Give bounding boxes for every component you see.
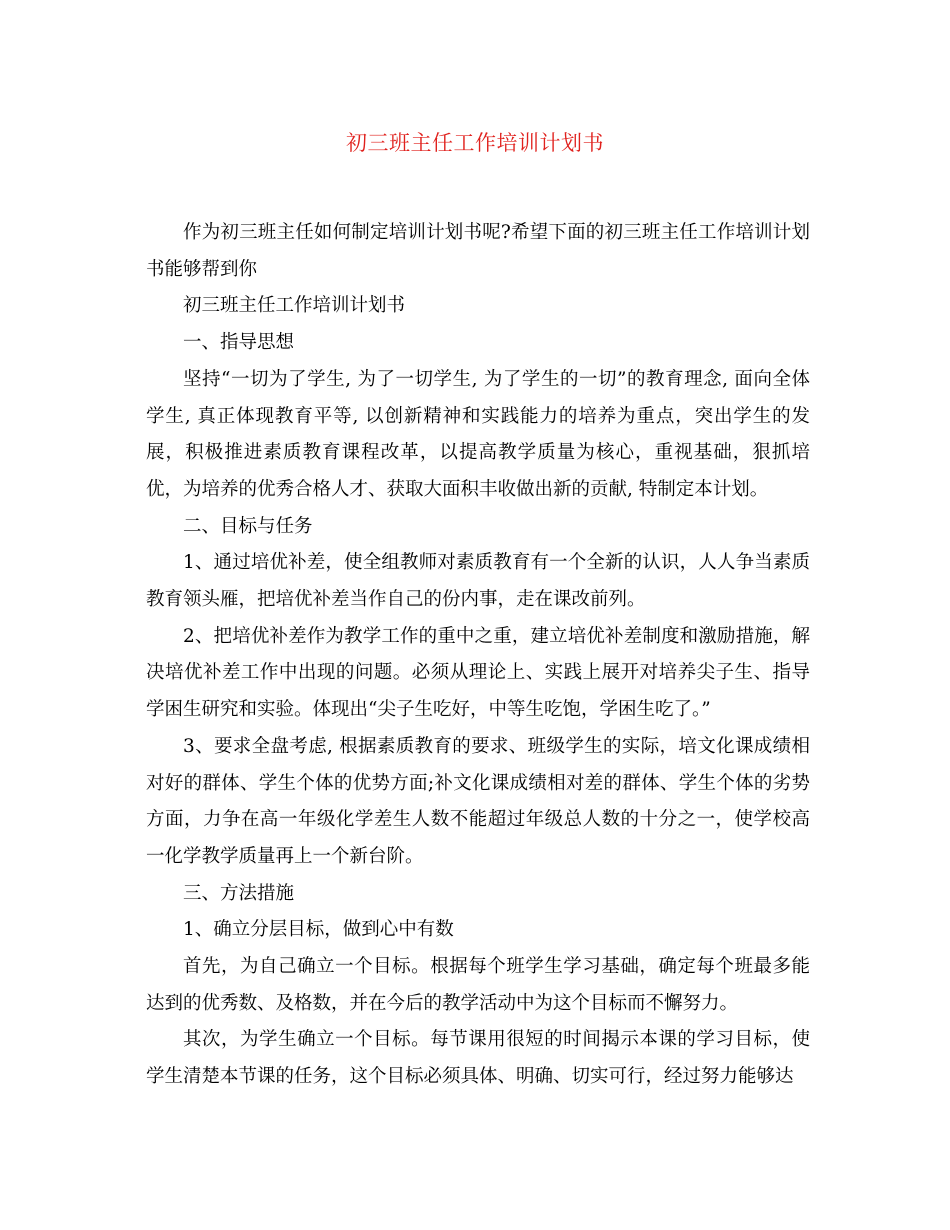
subheading-layered-goals: 1、确立分层目标，做到心中有数 [183, 919, 454, 941]
paragraph-goal-3: 3、要求全盘考虑, 根据素质教育的要求、班级学生的实际，培文化课成绩相对好的群体、学生个体的优势方面;补文化课成绩相对差的群体、学生个体的劣势方面，力争在高一年级化学差生人数不能超过年级总人数的十分之一，使学校高一化学教学质量再上一个新台阶。 [146, 735, 810, 867]
paragraph-method-second: 其次，为学生确立一个目标。每节课用很短的时间揭示本课的学习目标，使学生清楚本节课的任务，这个目标必须具体、明确、切实可行，经过努力能够达 [146, 1029, 810, 1088]
paragraph-method-first: 首先，为自己确立一个目标。根据每个班学生学习基础，确定每个班最多能达到的优秀数、及格数，并在今后的教学活动中为这个目标而不懈努力。 [146, 956, 810, 1014]
section-heading-guiding-ideology: 一、指导思想 [183, 332, 295, 354]
document-title: 初三班主任工作培训计划书 [346, 131, 604, 155]
paragraph-guiding-ideology: 坚持“一切为了学生, 为了一切学生, 为了学生的一切”的教育理念, 面向全体学生, 真正体现教育平等, 以创新精神和实践能力的培养为重点，突出学生的发展，积极推进素质教育课程改革，以提高教学质量为核心，重视基础，狠抓培优，为培养的优秀合格人才、获取大面积丰收做出新的贡献, 特制定本计划。 [146, 368, 810, 500]
paragraph-subtitle: 初三班主任工作培训计划书 [183, 295, 406, 317]
paragraph-intro: 作为初三班主任如何制定培训计划书呢?希望下面的初三班主任工作培训计划书能够帮到你 [146, 222, 810, 280]
section-heading-methods: 三、方法措施 [183, 882, 295, 904]
document-body [146, 215, 810, 1096]
section-heading-goals-tasks: 二、目标与任务 [183, 515, 313, 537]
paragraph-goal-2: 2、把培优补差作为教学工作的重中之重，建立培优补差制度和激励措施，解决培优补差工作中出现的问题。必须从理论上、实践上展开对培养尖子生、指导学困生研究和实验。体现出“尖子生吃好，中等生吃饱，学困生吃了。” [146, 625, 810, 721]
paragraph-goal-1: 1、通过培优补差，使全组教师对素质教育有一个全新的认识，人人争当素质教育领头雁，把培优补差当作自己的份内事，走在课改前列。 [146, 552, 810, 611]
